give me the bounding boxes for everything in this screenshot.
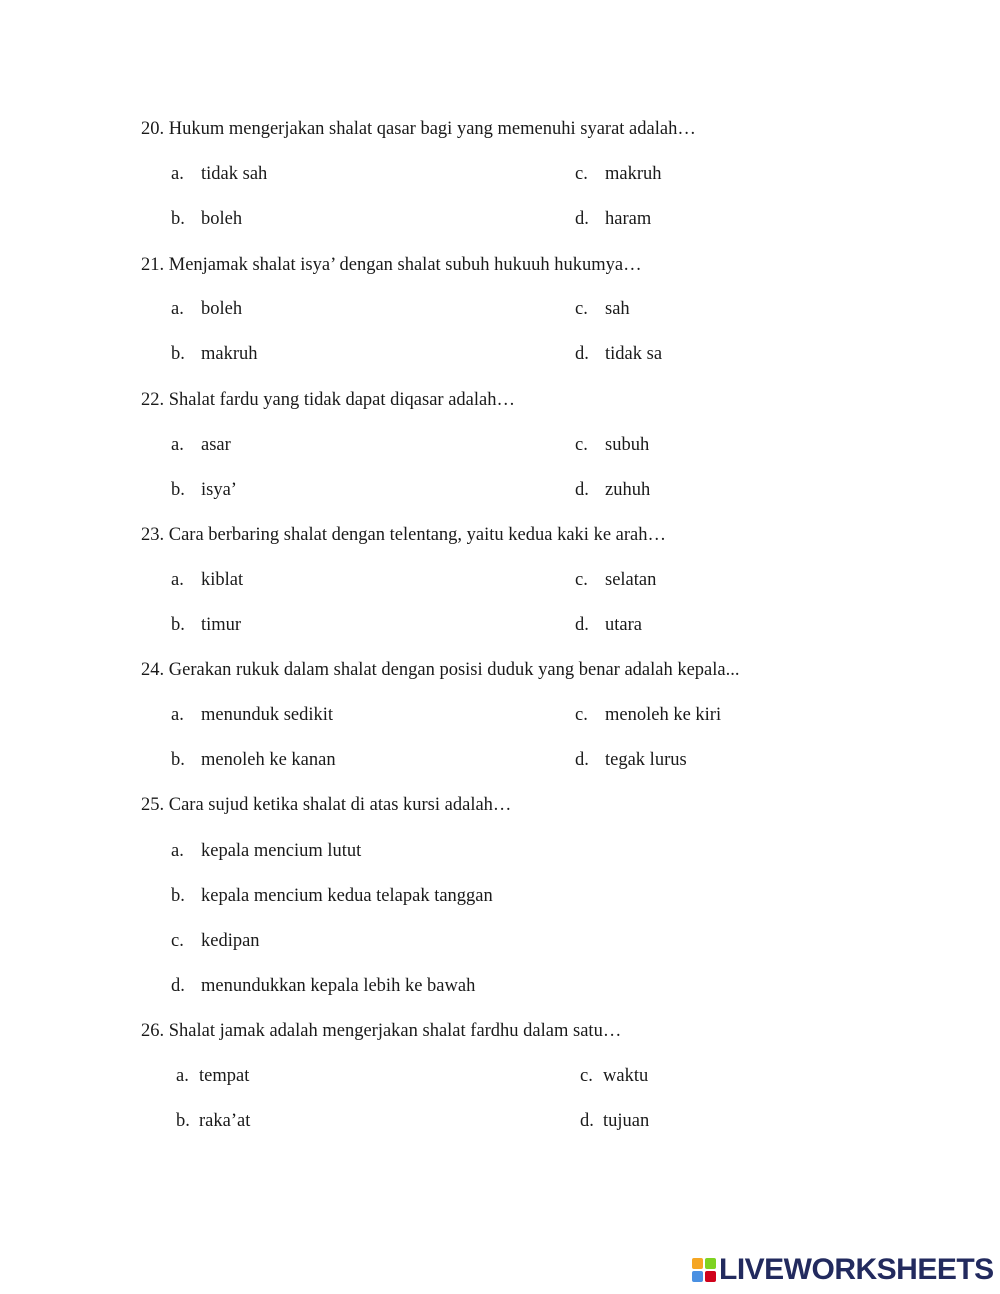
option-25-d[interactable]	[171, 975, 475, 997]
option-letter: b.	[171, 615, 185, 635]
option-23-b[interactable]	[171, 614, 241, 636]
option-text: waktu	[603, 1066, 649, 1086]
option-text: tegak lurus	[605, 750, 687, 770]
option-22-d[interactable]	[575, 479, 650, 501]
option-21-c[interactable]	[575, 298, 630, 320]
option-letter: a.	[171, 299, 184, 319]
option-text: isya’	[201, 480, 237, 500]
option-26-d[interactable]	[580, 1110, 649, 1132]
option-letter: c.	[575, 164, 588, 184]
option-text: kedipan	[201, 931, 260, 951]
option-letter: b.	[176, 1111, 190, 1131]
option-26-c[interactable]	[580, 1065, 648, 1087]
option-22-b[interactable]	[171, 479, 237, 501]
option-21-a[interactable]	[171, 298, 242, 320]
logo-text: LIVEWORKSHEETS	[719, 1253, 994, 1286]
option-text: boleh	[201, 299, 243, 319]
option-25-c[interactable]	[171, 930, 260, 952]
option-24-b[interactable]	[171, 749, 336, 771]
option-21-b[interactable]	[171, 343, 258, 365]
option-letter: b.	[171, 480, 185, 500]
option-text: boleh	[201, 209, 243, 229]
option-text: sah	[605, 299, 630, 319]
option-text: menoleh ke kanan	[201, 750, 336, 770]
option-text: makruh	[605, 164, 662, 184]
option-letter: a.	[171, 164, 184, 184]
option-text: kepala mencium kedua telapak tanggan	[201, 886, 493, 906]
option-letter: a.	[171, 435, 184, 455]
option-text: timur	[201, 615, 242, 635]
option-text: haram	[605, 209, 652, 229]
option-text: makruh	[201, 344, 258, 364]
option-letter: a.	[176, 1066, 189, 1086]
option-24-d[interactable]	[575, 749, 687, 771]
option-letter: d.	[575, 480, 589, 500]
option-letter: c.	[575, 570, 588, 590]
option-21-d[interactable]	[575, 343, 662, 365]
option-20-c[interactable]	[575, 163, 662, 185]
question-23: 23. Cara berbaring shalat dengan telentang, yaitu kedua kaki ke arah…	[141, 525, 666, 545]
option-text: tempat	[199, 1066, 250, 1086]
option-letter: a.	[171, 570, 184, 590]
option-text: menunduk sedikit	[201, 705, 334, 725]
option-text: raka’at	[199, 1111, 251, 1131]
option-letter: d.	[575, 209, 589, 229]
question-25: 25. Cara sujud ketika shalat di atas kursi adalah…	[141, 795, 512, 815]
question-24: 24. Gerakan rukuk dalam shalat dengan posisi duduk yang benar adalah kepala...	[141, 660, 740, 680]
option-24-a[interactable]	[171, 704, 333, 726]
option-letter: c.	[575, 435, 588, 455]
option-letter: c.	[171, 931, 184, 951]
option-letter: a.	[171, 705, 184, 725]
option-26-a[interactable]	[176, 1065, 249, 1087]
option-letter: c.	[580, 1066, 593, 1086]
option-text: subuh	[605, 435, 650, 455]
option-text: utara	[605, 615, 642, 635]
option-text: kiblat	[201, 570, 244, 590]
option-letter: d.	[171, 976, 185, 996]
option-letter: b.	[171, 750, 185, 770]
option-letter: d.	[575, 750, 589, 770]
option-text: kepala mencium lutut	[201, 841, 362, 861]
option-letter: a.	[171, 841, 184, 861]
option-20-b[interactable]	[171, 208, 242, 230]
option-text: tidak sa	[605, 344, 663, 364]
option-text: zuhuh	[605, 480, 651, 500]
option-26-b[interactable]	[176, 1110, 250, 1132]
logo-blocks-icon	[692, 1258, 716, 1282]
option-20-a[interactable]	[171, 163, 267, 185]
option-24-c[interactable]	[575, 704, 721, 726]
option-25-b[interactable]	[171, 885, 493, 907]
option-letter: c.	[575, 299, 588, 319]
option-22-a[interactable]	[171, 434, 231, 456]
option-23-c[interactable]	[575, 569, 656, 591]
option-letter: b.	[171, 209, 185, 229]
option-letter: d.	[575, 615, 589, 635]
option-25-a[interactable]	[171, 840, 361, 862]
option-text: menundukkan kepala lebih ke bawah	[201, 976, 476, 996]
option-20-d[interactable]	[575, 208, 651, 230]
question-21: 21. Menjamak shalat isya’ dengan shalat subuh hukuuh hukumya…	[141, 255, 642, 275]
option-22-c[interactable]	[575, 434, 649, 456]
liveworksheets-logo	[692, 1254, 994, 1286]
option-23-d[interactable]	[575, 614, 642, 636]
option-text: selatan	[605, 570, 657, 590]
question-22: 22. Shalat fardu yang tidak dapat diqasar adalah…	[141, 390, 515, 410]
option-23-a[interactable]	[171, 569, 243, 591]
option-text: menoleh ke kiri	[605, 705, 722, 725]
option-text: tidak sah	[201, 164, 268, 184]
option-text: asar	[201, 435, 231, 455]
option-letter: d.	[580, 1111, 594, 1131]
option-text: tujuan	[603, 1111, 650, 1131]
question-26: 26. Shalat jamak adalah mengerjakan shalat fardhu dalam satu…	[141, 1021, 622, 1041]
question-20: 20. Hukum mengerjakan shalat qasar bagi yang memenuhi syarat adalah…	[141, 119, 696, 139]
option-letter: c.	[575, 705, 588, 725]
option-letter: b.	[171, 344, 185, 364]
option-letter: d.	[575, 344, 589, 364]
option-letter: b.	[171, 886, 185, 906]
